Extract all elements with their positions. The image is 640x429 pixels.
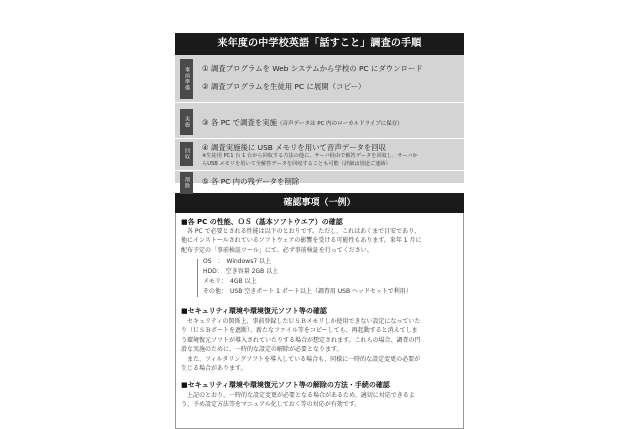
section-3-text bbox=[181, 391, 459, 410]
section-2-heading: ■セキュリティ環境や環境復元ソフト等の確認 bbox=[181, 307, 327, 315]
category-label-delete: 削除 bbox=[180, 172, 193, 194]
section-1-heading: ■各 PC の性能、ＯＳ（基本ソフトウエア）の確認 bbox=[181, 218, 343, 226]
section-3-heading: ■セキュリティ環境や環境復元ソフト等の解除の方法・手続の確認 bbox=[181, 381, 390, 389]
step-2-text: ② 調査プログラムを生徒用 PC に展開（コピー） bbox=[202, 82, 366, 91]
section-1-text bbox=[181, 227, 459, 255]
step-4-text: ④ 調査実施後に USB メモリを用いて音声データを回収 bbox=[202, 143, 387, 152]
section-2-line: 生じる場合があります。 bbox=[181, 365, 247, 373]
step-1-text: ① 調査プログラムを Web システムから学校の PC にダウンロード bbox=[202, 64, 423, 73]
section-2-line: セキュリティの関係上、事前登録したＵＳＢメモリしか使用できない設定になっていた bbox=[181, 318, 421, 325]
section-1-line: 各 PC で必要とされる性能は以下のとおりです。ただし、これはあくまで目安であり、 bbox=[181, 228, 421, 235]
divider bbox=[175, 102, 464, 103]
procedure-panel bbox=[175, 33, 464, 423]
confirm-title: 確認事項（一例） bbox=[175, 193, 464, 213]
step-3-text bbox=[202, 117, 403, 128]
step-3-note: （音声データは PC 内のローカルドライブに保存） bbox=[277, 121, 403, 127]
section-2-line: 滑な実施のために、一時的な設定の解除が必要となります。 bbox=[181, 346, 343, 354]
section-3-line: う、予め設定方法等をマニュアル化しておく等の対応が有効です。 bbox=[181, 401, 361, 409]
spec-bracket bbox=[197, 259, 198, 297]
spec-hdd: HDD： 空き容量 2GB 以上 bbox=[203, 268, 279, 275]
category-label-run: 実施 bbox=[180, 109, 193, 135]
spec-list bbox=[176, 257, 465, 301]
section-2-line: う環境復元ソフトが導入されていたりする場合が想定されます。これらの場合、調査の円 bbox=[181, 336, 421, 344]
step-5-text: ⑤ 各 PC 内の残データを削除 bbox=[202, 177, 300, 186]
section-1-line: 配布予定の「事前検証ツール」にて、必ず事前検証を行ってください。 bbox=[181, 246, 373, 254]
divider bbox=[175, 138, 464, 139]
section-1-line: 他にインストールされているソフトウェアの影響を受ける可能性もあります。来年 1 月に bbox=[181, 237, 422, 245]
section-2-line: また、フィルタリングソフトを導入している場合も、同様に一時的な設定変更の必要が bbox=[181, 355, 421, 363]
confirm-body bbox=[175, 213, 464, 429]
step-4-note-line-1: ※生徒用 PC1 台 1 台から回収する方法の他に、サーバ経由で解答データを回収し、サーバか bbox=[202, 153, 418, 159]
step-4-note-line-2: らUSB メモリを用いて全解答データを回収することも可能（詳細は別途ご連絡） bbox=[202, 161, 391, 167]
spec-os: OS ： Windows7 以上 bbox=[203, 258, 272, 265]
category-label-prep: 事前準備 bbox=[180, 59, 193, 99]
section-2-text bbox=[181, 317, 459, 373]
category-label-collect: 回収 bbox=[180, 142, 193, 166]
spec-memory: メモリ： 4GB 以上 bbox=[203, 278, 257, 285]
page-title: 来年度の中学校英語「話すこと」調査の手順 bbox=[175, 33, 464, 55]
spec-other: その他： USB 空きポート 1 ポート以上（調査用 USB ヘッドセットで利用） bbox=[203, 288, 412, 295]
steps-box bbox=[175, 55, 464, 189]
section-2-line: り（ＵＳＢポートを遮断）、新たなファイル等をコピーしても、再起動すると消えてしま bbox=[181, 327, 418, 335]
section-3-line: 上記のとおり、一時的な設定変更が必要となる場合があるため、適切に対応できるよ bbox=[181, 392, 415, 399]
step-3-main: ③ 各 PC で調査を実施 bbox=[202, 118, 278, 127]
divider bbox=[175, 170, 464, 171]
